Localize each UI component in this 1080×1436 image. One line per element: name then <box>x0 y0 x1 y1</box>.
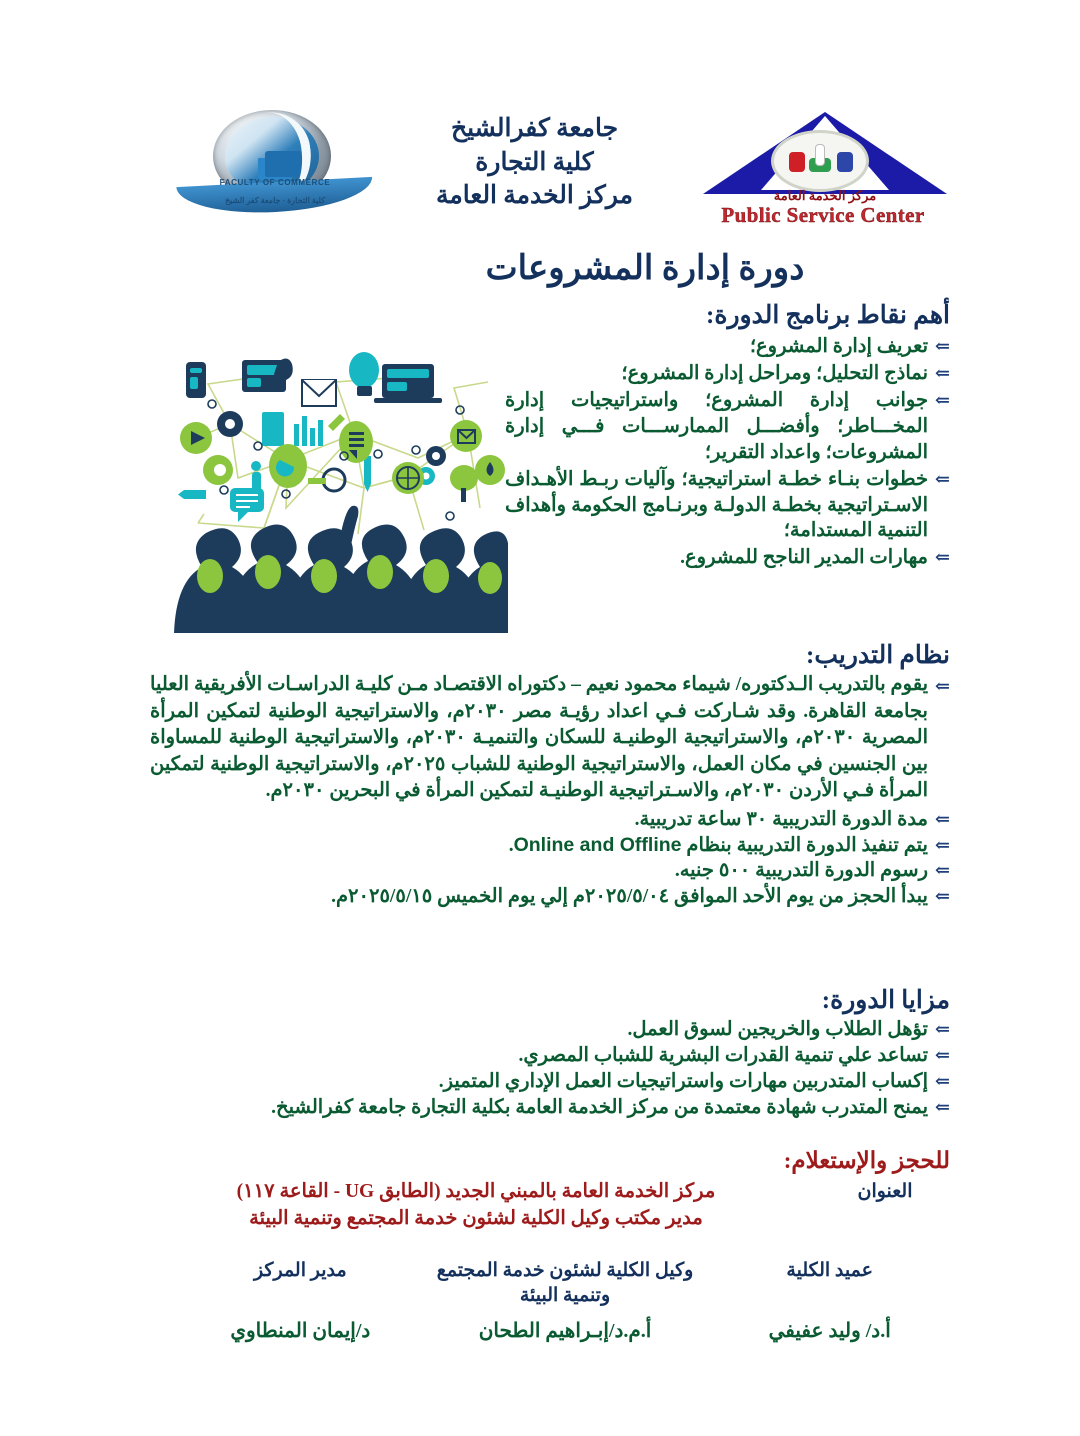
booking-heading: للحجز والإستعلام: <box>783 1148 950 1173</box>
booking-section <box>150 1148 950 1233</box>
list-item <box>505 361 950 387</box>
institution-line-faculty: كلية التجارة <box>475 148 594 176</box>
signature-name: أ.م.د/إبـراهيم الطحان <box>478 1320 652 1342</box>
signature-title: مدير المركز <box>253 1260 347 1281</box>
seal-arabic-label: كلية التجارة - جامعة كفر الشيخ <box>224 196 325 205</box>
bullet-arrow-icon: ⇐ <box>934 1070 950 1091</box>
list-item <box>150 1017 950 1043</box>
list-item-text: تساعد علي تنمية القدرات البشرية للشباب المصري. <box>518 1044 928 1066</box>
list-item <box>150 858 950 884</box>
program-points-list <box>505 334 950 571</box>
list-item <box>505 388 950 466</box>
online-item-latin: Online and Offline <box>513 833 682 856</box>
training-system-list <box>150 807 950 911</box>
benefits-section <box>150 985 950 1121</box>
psc-english-label: Public Service Center <box>721 203 925 227</box>
seal-english-label: FACULTY OF COMMERCE <box>219 178 331 187</box>
psc-people-icon <box>787 142 853 176</box>
list-item-text: رسوم الدورة التدريبية ٥٠٠ جنيه. <box>674 860 928 882</box>
faculty-of-commerce-logo <box>165 108 375 226</box>
signature-title: وكيل الكلية لشئون خدمة المجتمع وتنمية البيئة <box>436 1260 694 1307</box>
list-item-online <box>150 833 950 859</box>
bullet-arrow-icon: ⇐ <box>934 808 950 829</box>
list-item-text: مهارات المدير الناجح للمشروع. <box>680 547 928 569</box>
program-points-section <box>505 300 950 572</box>
page-title: دورة إدارة المشروعات <box>485 250 805 287</box>
list-item <box>505 467 950 545</box>
list-item-text: تؤهل الطلاب والخريجين لسوق العمل. <box>627 1019 928 1040</box>
bullet-arrow-icon: ⇐ <box>934 834 950 855</box>
signature-name: د/إيمان المنطاوي <box>230 1320 371 1342</box>
bullet-arrow-icon: ⇐ <box>934 468 950 489</box>
address-line-1: مركز الخدمة العامة بالمبني الجديد (الطابق UG - القاعة ١١٧) <box>236 1181 716 1202</box>
list-item <box>505 334 950 360</box>
list-item-text: تعريف إدارة المشروع؛ <box>749 336 928 357</box>
list-item-text: نماذج التحليل؛ ومراحل إدارة المشروع؛ <box>621 362 928 384</box>
address-line-2: مدير مكتب وكيل الكلية لشئون خدمة المجتمع وتنمية البيئة <box>249 1208 703 1230</box>
list-item-text: يبدأ الحجز من يوم الأحد الموافق ٢٠٢٥/٥/٠٤م إلي يوم الخميس ٢٠٢٥/٥/١٥م. <box>331 886 928 908</box>
bullet-arrow-icon: ⇐ <box>934 336 950 356</box>
training-paragraph-text: يقوم بالتدريب الـدكتوره/ شيماء محمود نعيم – دكتوراه الاقتصـاد مـن كليـة الدراسـات الأفريقية العليا بجامعة القاهرة. وقد شـاركت فـي اعداد رؤيـة مصر ٢٠٣٠م، والاستراتيجية الوطنية لتمكين المرأة المصرية ٢٠٣٠م، والاستراتيجية الوطنيـة للسكان والتنميـة ٢٠٣٠م، والاستراتيجية الوطنية للمساواة بين الجنسين في مكان العمل، والاستراتيجية الوطنية للشباب ٢٠٢٥م، والاستراتيجية الوطنية لتمكين المرأة فـي الأردن ٢٠٣٠م، والاسـتراتيجية الوطنيـة لتمكين المرأة في البحرين ٢٠٣٠م. <box>150 674 929 802</box>
benefits-heading: مزايا الدورة: <box>821 987 950 1014</box>
training-system-section <box>150 640 950 910</box>
bullet-arrow-icon: ⇐ <box>934 1019 950 1039</box>
list-item-text: مدة الدورة التدريبية ٣٠ ساعة تدريبية. <box>634 808 928 830</box>
address-value <box>150 1178 802 1233</box>
benefits-list <box>150 1017 950 1121</box>
signature-title: عميد الكلية <box>786 1260 873 1281</box>
list-item <box>150 1043 950 1069</box>
commerce-seal-graphic <box>175 108 375 223</box>
online-item-prefix: يتم تنفيذ الدورة التدريبية بنظام <box>686 834 928 856</box>
address-label: العنوان <box>857 1181 913 1202</box>
bullet-arrow-icon: ⇐ <box>934 362 950 383</box>
bullet-arrow-icon: ⇐ <box>934 860 950 881</box>
list-item <box>150 807 950 833</box>
training-system-heading: نظام التدريب: <box>806 642 950 669</box>
bullet-arrow-icon: ⇐ <box>934 547 950 568</box>
bullet-arrow-icon: ⇐ <box>934 1044 950 1065</box>
bullet-arrow-icon: ⇐ <box>934 676 950 696</box>
list-item <box>150 1095 950 1121</box>
psc-arabic-label: مركز الخدمة العامة <box>773 188 877 203</box>
page-header <box>165 108 950 233</box>
list-item-text: جوانب إدارة المشروع؛ واستراتيجيات إدارة المخـــاطر؛ وأفضـــل الممارســـات فـــي إدارة المشروعات؛ واعداد التقرير؛ <box>505 389 928 463</box>
signature-name: أ.د/ وليد عفيفي <box>768 1320 891 1342</box>
bullet-arrow-icon: ⇐ <box>934 389 950 410</box>
psc-graphic <box>695 108 950 228</box>
signature-dean <box>709 1258 950 1343</box>
network-technology-people-illustration <box>168 338 508 633</box>
signature-vice-dean <box>421 1258 710 1343</box>
online-item-suffix: . <box>508 834 514 856</box>
bullet-arrow-icon: ⇐ <box>934 1096 950 1117</box>
training-system-paragraph <box>150 672 950 805</box>
public-service-center-logo <box>694 108 950 228</box>
list-item <box>505 545 950 571</box>
list-item-text: خطوات بنـاء خطـة استراتيجية؛ وآليات ربـط الأهـداف الاسـتراتيجية بخطـة الدولـة وبرنـامج الحكومة وأهداف التنمية المستدامة؛ <box>505 468 928 542</box>
address-row <box>150 1178 950 1233</box>
bullet-arrow-icon: ⇐ <box>934 886 950 907</box>
institution-line-university: جامعة كفرالشيخ <box>450 115 619 142</box>
list-item <box>150 1069 950 1095</box>
list-item-text: يمنح المتدرب شهادة معتمدة من مركز الخدمة العامة بكلية التجارة جامعة كفرالشيخ. <box>271 1096 928 1118</box>
list-item-text: إكساب المتدربين مهارات واستراتيجيات العمل الإداري المتميز. <box>438 1070 928 1092</box>
list-item <box>150 884 950 910</box>
signatures-row <box>180 1258 950 1343</box>
signature-center-director <box>180 1258 421 1343</box>
institution-title <box>385 108 685 213</box>
program-points-heading: أهم نقاط برنامج الدورة: <box>706 302 950 329</box>
institution-line-center: مركز الخدمة العامة <box>435 182 634 209</box>
